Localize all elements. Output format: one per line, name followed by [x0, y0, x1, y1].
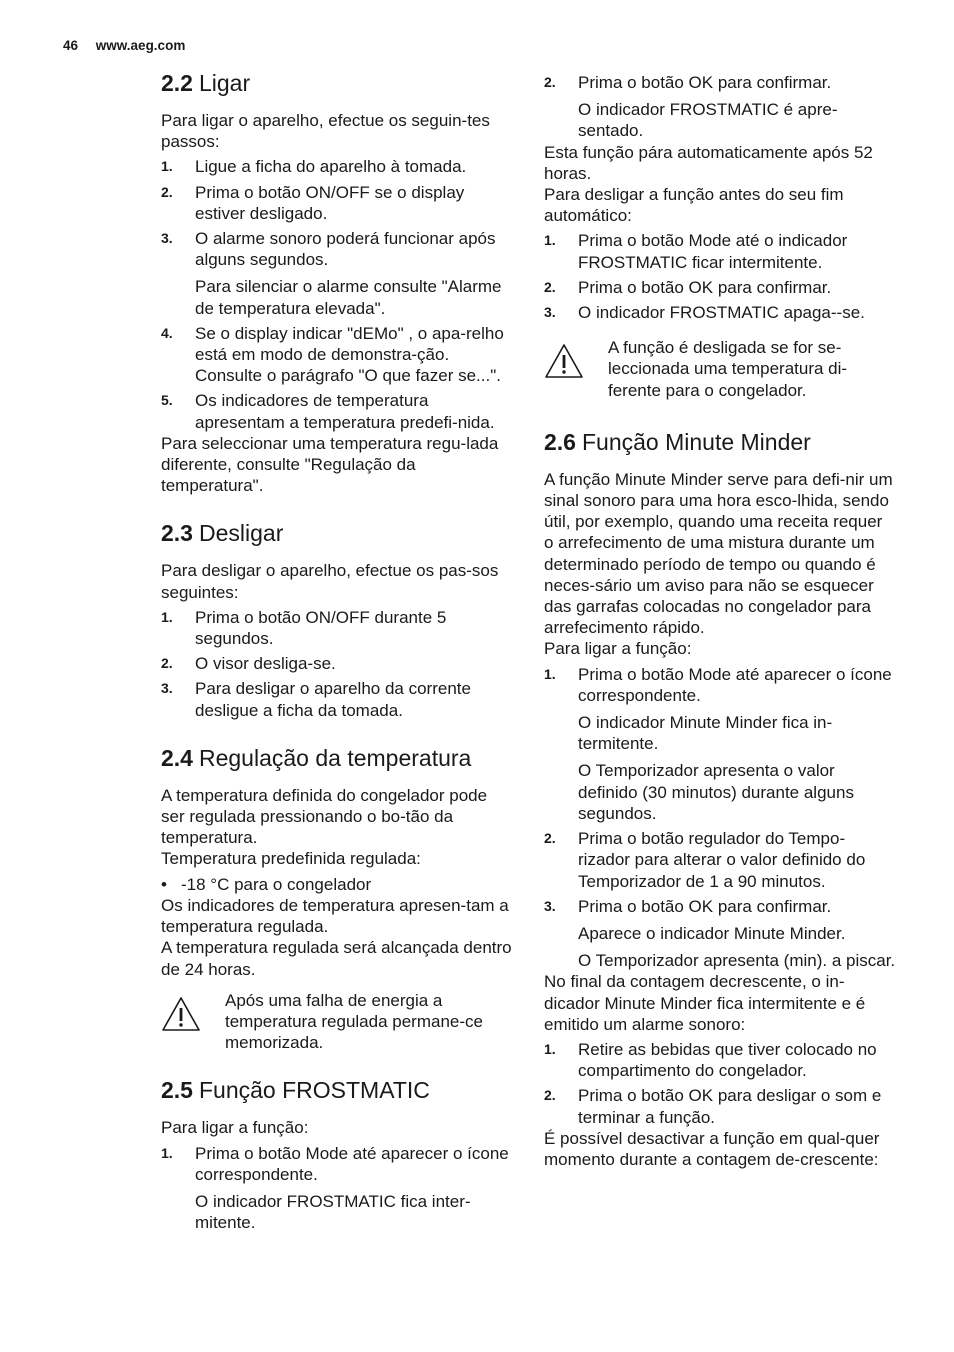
section-heading: 2.6 Função Minute Minder [544, 428, 811, 455]
steps-list [161, 1143, 513, 1234]
paragraph: Temperatura predefinida regulada: [161, 849, 421, 869]
section-desligar [161, 518, 513, 720]
warning-icon [161, 990, 225, 1054]
step-item: 2. Prima o botão OK para confirmar. O indicador FROSTMATIC é apre-sentado. [544, 73, 838, 141]
section-heading: 2.2 Ligar [161, 70, 251, 96]
paragraph: A temperatura definida do congelador pode ser regulada pressionando o bo-tão da temperatura. [161, 785, 488, 848]
page-header [63, 38, 185, 53]
warning-icon [544, 337, 608, 401]
step-item: 2. Prima o botão ON/OFF se o display estiver desligado. [161, 182, 465, 223]
paragraph: Para desligar a função antes do seu fim automático: [544, 185, 844, 226]
step-item: 4. Se o display indicar "dEMo" , o apa-relho está em modo de demonstra-ção. Consulte o parágrafo "O que fazer se...". [161, 323, 504, 386]
paragraph: Esta função pára automaticamente após 52 horas. [544, 142, 873, 183]
steps-list [161, 607, 513, 721]
section-heading: 2.5 Função FROSTMATIC [161, 1077, 430, 1104]
step-item: 3. Prima o botão OK para confirmar. Aparece o indicador Minute Minder. O Temporizador apresenta (min). a piscar. [544, 896, 896, 971]
paragraph: A função Minute Minder serve para defi-nir um sinal sonoro para uma hora esco-lhida, sendo útil, por exemplo, quando uma receita requer o arrefecimento de uma mistura durante um determinado período de tempo ou quando é neces-sário um aviso para não se esquecer das garrafas colocadas no congelador para arrefecimento rápido. [544, 469, 893, 638]
steps-list [544, 72, 896, 142]
steps-list [544, 1039, 896, 1128]
right-column [544, 72, 896, 1170]
paragraph: Os indicadores de temperatura apresen-tam a temperatura regulada. [161, 895, 509, 937]
section-frostmatic [161, 1075, 513, 1233]
paragraph: Para ligar a função: [544, 639, 692, 659]
step-item: 1. Prima o botão Mode até o indicador FROSTMATIC ficar intermitente. [544, 231, 848, 272]
step-item: 2. Prima o botão OK para confirmar. [544, 277, 832, 297]
paragraph: No final da contagem decrescente, o in-dicador Minute Minder fica intermitente e é emitido um alarme sonoro: [544, 972, 866, 1034]
step-item: 2. Prima o botão OK para desligar o som e terminar a função. [544, 1086, 882, 1127]
warning-text: A função é desligada se for se-leccionada uma temperatura di-ferente para o congelador. [608, 338, 848, 400]
step-item: 1. Prima o botão Mode até aparecer o ícone correspondente. O indicador FROSTMATIC fica inter-mitente. [161, 1143, 509, 1233]
steps-list [161, 156, 513, 432]
step-item: 5. Os indicadores de temperatura apresentam a temperatura predefi-nida. [161, 391, 495, 432]
warning-text: Após uma falha de energia a temperatura regulada permane-ce memorizada. [225, 990, 483, 1053]
paragraph: É possível desactivar a função em qual-quer momento durante a contagem de-crescente: [544, 1128, 880, 1169]
section-regulacao-temperatura [161, 743, 513, 1053]
steps-list [544, 664, 896, 972]
step-item: 3. Para desligar o aparelho da corrente desligue a ficha da tomada. [161, 679, 471, 720]
step-item: 2. O visor desliga-se. [161, 654, 336, 674]
section-heading: 2.4 Regulação da temperatura [161, 744, 472, 771]
section-heading: 2.3 Desligar [161, 520, 284, 547]
step-item: 3. O indicador FROSTMATIC apaga--se. [544, 303, 865, 323]
intro-text: Para ligar a função: [161, 1118, 309, 1138]
step-item: 3. O alarme sonoro poderá funcionar após alguns segundos. Para silenciar o alarme consulte "Alarme de temperatura elevada". [161, 229, 502, 318]
section-ligar [161, 68, 513, 496]
section-minute-minder [544, 427, 896, 1170]
step-item: 2. Prima o botão regulador do Tempo-rizador para alterar o valor definido do Temporizador de 1 a 90 minutos. [544, 829, 866, 891]
left-column [161, 68, 513, 1233]
paragraph: A temperatura regulada será alcançada dentro de 24 horas. [161, 938, 512, 979]
warning-note [544, 337, 896, 401]
bullet-item: • -18 °C para o congelador [161, 874, 513, 895]
step-item: 1. Prima o botão Mode até aparecer o ícone correspondente. O indicador Minute Minder fica in-termitente. O Temporizador apresenta o valor definido (30 minutos) durante alguns segundos. [544, 664, 892, 823]
intro-text: Para ligar o aparelho, efectue os seguin-tes passos: [161, 111, 490, 152]
step-item: 1. Prima o botão ON/OFF durante 5 segundos. [161, 607, 447, 649]
page-number: 46 [63, 38, 79, 53]
outro-text: Para seleccionar uma temperatura regu-lada diferente, consulte "Regulação da temperatura". [161, 433, 499, 496]
site-url: www.aeg.com [95, 38, 186, 53]
steps-list [544, 230, 896, 323]
intro-text: Para desligar o aparelho, efectue os pas-sos seguintes: [161, 561, 499, 602]
step-item: 1. Retire as bebidas que tiver colocado no compartimento do congelador. [544, 1039, 877, 1081]
warning-note [161, 990, 513, 1054]
step-item: 1. Ligue a ficha do aparelho à tomada. [161, 157, 467, 177]
